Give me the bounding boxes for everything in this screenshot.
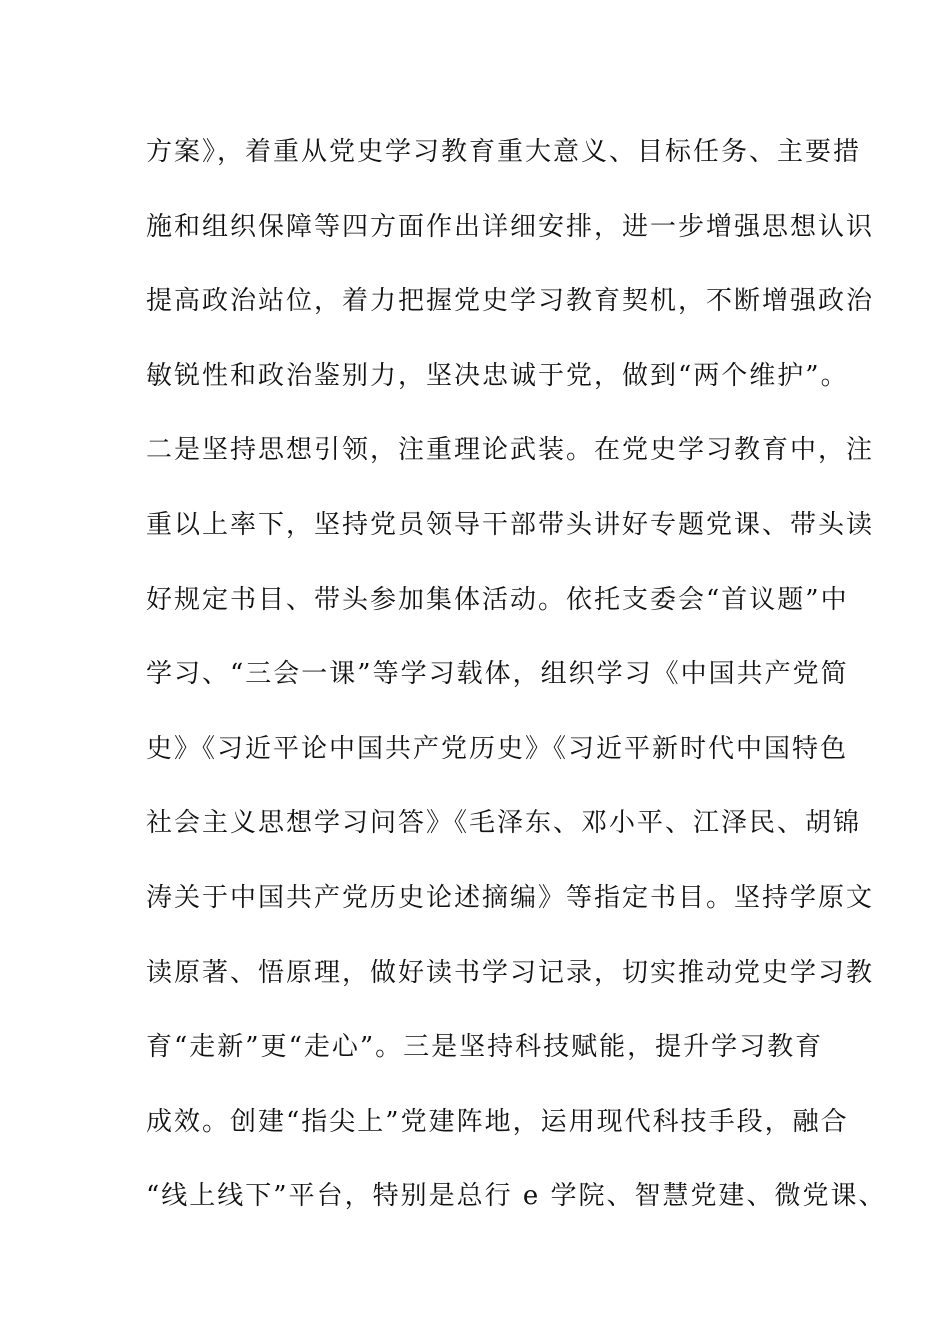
text-line-10: 社会主义思想学习问答》《毛泽东、邓小平、江泽民、胡锦 [146, 808, 862, 839]
text-line-3: 提高政治站位，着力把握党史学习教育契机，不断增强政治 [146, 286, 875, 317]
text-line-11: 涛关于中国共产党历史论述摘编》等指定书目。坚持学原文 [146, 882, 875, 913]
text-line-6: 重以上率下，坚持党员领导干部带头讲好专题党课、带头读 [146, 509, 875, 540]
text-line-1: 方案》，着重从党史学习教育重大意义、目标任务、主要措 [146, 137, 862, 167]
body-text [146, 128, 887, 1247]
text-line-9: 史》《习近平论中国共产党历史》《习近平新时代中国特色 [146, 733, 849, 764]
text-line-12: 读原著、悟原理，做好读书学习记录，切实推动党史学习教 [146, 957, 875, 988]
text-line-2: 施和组织保障等四方面作出详细安排，进一步增强思想认识 [146, 211, 875, 242]
text-line-5: 二是坚持思想引领，注重理论武装。在党史学习教育中，注 [146, 435, 875, 466]
text-line-8: 学习、“三会一课”等学习载体，组织学习《中国共产党简 [146, 659, 849, 690]
text-line-14: 成效。创建“指尖上”党建阵地，运用现代科技手段，融合 [146, 1106, 849, 1137]
text-line-13: 育“走新”更“走心”。三是坚持科技赋能，提升学习教育 [146, 1032, 824, 1063]
text-line-4: 敏锐性和政治鉴别力，坚决忠诚于党，做到“两个维护”。 [146, 360, 849, 391]
text-line-7: 好规定书目、带头参加集体活动。依托支委会“首议题”中 [146, 584, 849, 615]
text-line-15: “线上线下”平台，特别是总行 e 学院、智慧党建、微党课、 [146, 1181, 887, 1212]
